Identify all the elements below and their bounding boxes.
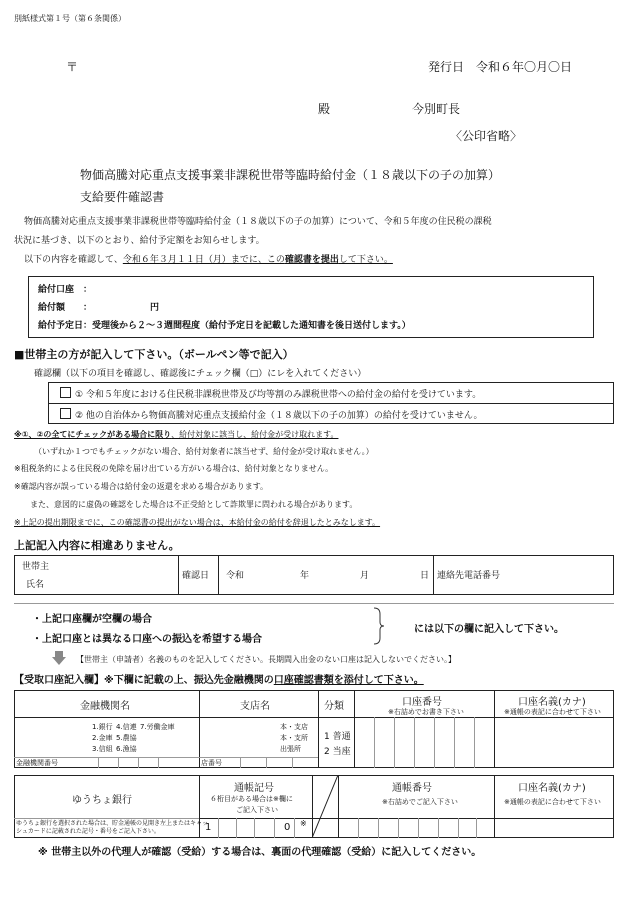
account-type-current[interactable]: 2 当座 bbox=[324, 747, 351, 757]
checkbox-1[interactable] bbox=[60, 387, 71, 398]
branch-type-office: 本・支所 bbox=[280, 734, 308, 742]
down-arrow-icon bbox=[52, 651, 66, 665]
intro-para1-line1: 物価高騰対応重点支援事業非課税世帯等臨時給付金（１８歳以下の子の加算）について、令和５年度の住民税の課税 bbox=[24, 217, 492, 227]
payment-amount-label: 給付額 ： bbox=[38, 303, 93, 313]
phone-label: 連絡先電話番号 bbox=[437, 571, 501, 581]
receiving-account-text: ※下欄に記載の上、振込先金融機関の bbox=[104, 675, 274, 686]
inst-type-shinkumi: 3.信組 bbox=[92, 745, 113, 753]
branch-name-input[interactable] bbox=[204, 722, 276, 754]
yucho-symbol-asterisk: ※ bbox=[300, 819, 307, 828]
proxy-note: ※ 世帯主以外の代理人が確認（受給）する場合は、裏面の代理確認（受給）に記入してください。 bbox=[38, 847, 482, 858]
yucho-symbol-last-digit: 0 bbox=[284, 822, 291, 833]
account-change-instruction: には以下の欄に記入して下さい。 bbox=[414, 624, 564, 635]
yucho-slash bbox=[312, 775, 338, 838]
intro-para2 bbox=[24, 252, 393, 265]
era-label: 令和 bbox=[226, 571, 245, 581]
postal-mark: 〒 bbox=[66, 60, 79, 74]
issuer: 今別町長 bbox=[412, 102, 461, 116]
inst-type-shinren: 4.信連 bbox=[116, 723, 137, 731]
form-number: 別紙様式第１号（第６条関係） bbox=[14, 14, 126, 23]
payment-schedule: 給付予定日：受理後から２〜３週間程度（給付予定日を記載した通知書を後日送付します。） bbox=[38, 321, 411, 331]
account-case-1: ・上記口座欄が空欄の場合 bbox=[32, 614, 152, 625]
householder-label-1: 世帯主 bbox=[22, 562, 50, 572]
month-label: 月 bbox=[360, 571, 370, 581]
check-item-1[interactable] bbox=[60, 387, 481, 400]
issue-date: 発行日 令和６年〇月〇日 bbox=[428, 60, 573, 74]
intro-submit: 確認書を提出 bbox=[284, 255, 339, 265]
inst-types-col1 bbox=[92, 722, 113, 755]
page-subtitle: 支給要件確認書 bbox=[80, 190, 165, 204]
note-1-rest: 、給付対象に該当し、給付金が受け取れます。 bbox=[171, 430, 339, 439]
branch-header: 支店名 bbox=[240, 701, 270, 712]
inst-type-bank: 1.銀行 bbox=[92, 723, 113, 731]
date-label: 確認日 bbox=[182, 571, 210, 581]
note-1-sub: （いずれか１つでもチェックがない場合、給付対象者に該当せず、給付金が受け取れません。） bbox=[34, 447, 374, 456]
note-2: ※租税条約による住民税の免除を届け出ている方がいる場合は、給付対象となりません。 bbox=[14, 464, 334, 473]
yucho-account-name-input[interactable] bbox=[496, 819, 612, 837]
check-item-2-label: ② 他の自治体から物価高騰対応重点支援給付金（１８歳以下の子の加算）の給付を受けていません。 bbox=[75, 411, 483, 421]
yucho-number-sub: ※右詰めでご記入下さい bbox=[382, 798, 458, 806]
checklist-divider bbox=[48, 403, 614, 404]
note-1-bold: ※①、②の全てにチェックがある場合に限り bbox=[14, 430, 172, 439]
yucho-name-header: 口座名義(カナ) bbox=[518, 783, 586, 794]
account-number-sub: ※右詰めでお書き下さい bbox=[388, 708, 464, 716]
institution-code-label: 金融機関番号 bbox=[16, 759, 58, 767]
householder-name-input[interactable] bbox=[68, 558, 173, 592]
check-item-1-label: ① 令和５年度における住民税非課税世帯及び均等割のみ課税世帯への給付金の給付を受けています。 bbox=[75, 390, 482, 400]
branch-types bbox=[280, 722, 308, 755]
yucho-note-1: ゆうちょ銀行を選択された場合は、貯金通帳の見開き左上またはキャッ bbox=[16, 820, 209, 827]
account-types bbox=[324, 730, 351, 760]
yucho-note bbox=[16, 820, 208, 836]
intro-para1-line2: 状況に基づき、以下のとおり、給付予定額をお知らせします。 bbox=[14, 236, 265, 246]
receiving-account-label: 【受取口座記入欄】 bbox=[14, 675, 104, 686]
institution-name-input[interactable] bbox=[18, 722, 88, 754]
note-5: ※上記の提出期限までに、この確認書の提出がない場合は、本給付金の給付を辞退したとみなします。 bbox=[14, 518, 381, 527]
section-divider bbox=[14, 603, 614, 604]
householder-instruction: 確認欄（以下の項目を確認し、確認後にチェック欄（□）にレを入れてください） bbox=[34, 369, 367, 379]
householder-heading: ■世帯主の方が記入して下さい。（ボールペン等で記入） bbox=[14, 348, 294, 361]
yucho-symbol-sub-2: ご記入下さい bbox=[236, 806, 278, 814]
yucho-note-2: シュカードに記載された記号・番号をご記入下さい。 bbox=[16, 828, 160, 835]
branch-code-label: 店番号 bbox=[201, 759, 222, 767]
yucho-symbol-input[interactable] bbox=[218, 819, 276, 837]
honorific: 殿 bbox=[318, 102, 331, 116]
inst-type-gyokyo: 6.漁協 bbox=[116, 745, 137, 753]
check-item-2[interactable] bbox=[60, 408, 482, 421]
account-case-2: ・上記口座とは異なる口座への振込を希望する場合 bbox=[32, 634, 262, 645]
page-title: 物価高騰対応重点支援事業非課税世帯等臨時給付金（１８歳以下の子の加算） bbox=[80, 168, 501, 182]
account-number-header: 口座番号 bbox=[402, 697, 442, 708]
year-label: 年 bbox=[300, 571, 310, 581]
account-name-input[interactable] bbox=[496, 719, 612, 766]
inst-type-rokin: 7.労働金庫 bbox=[140, 723, 175, 731]
intro-deadline: 令和６年３月１１日（月）までに、この bbox=[122, 255, 285, 265]
receiving-account-section bbox=[14, 671, 424, 686]
inst-types-col3 bbox=[140, 722, 175, 733]
yucho-symbol-header: 通帳記号 bbox=[234, 783, 274, 794]
intro-para2-suffix: して下さい。 bbox=[338, 255, 393, 265]
checkbox-2[interactable] bbox=[60, 408, 71, 419]
type-header: 分類 bbox=[324, 701, 344, 712]
yucho-number-input[interactable] bbox=[340, 819, 492, 837]
note-4: また、意図的に虚偽の確認をした場合は不正受給として詐欺罪に問われる場合があります。 bbox=[30, 500, 358, 509]
inst-type-shinkin: 2.金庫 bbox=[92, 734, 113, 742]
yucho-number-header: 通帳番号 bbox=[392, 783, 432, 794]
note-1 bbox=[14, 429, 338, 440]
householder-label-2: 氏名 bbox=[26, 580, 45, 590]
receiving-account-bold: 口座確認書類を添付して下さい。 bbox=[273, 675, 424, 686]
confirmation-heading: 上記記入内容に相違ありません。 bbox=[14, 539, 180, 552]
seal-omitted: 〈公印省略〉 bbox=[450, 129, 523, 143]
inst-types-col2 bbox=[116, 722, 137, 755]
branch-type-main: 本・支店 bbox=[280, 723, 308, 731]
intro-para2-prefix: 以下の内容を確認して、 bbox=[24, 255, 123, 265]
branch-type-outpost: 出張所 bbox=[280, 745, 301, 753]
account-name-sub: ※通帳の表記に合わせて下さい bbox=[504, 708, 601, 716]
account-name-header: 口座名義(カナ) bbox=[518, 697, 586, 708]
yucho-symbol-first-digit: 1 bbox=[205, 822, 212, 833]
note-3: ※確認内容が誤っている場合は給付金の返還を求める場合があります。 bbox=[14, 482, 269, 491]
account-holder-note: 【世帯主（申請者）名義のものを記入してください。長期間入出金のない口座は記入しないでください。】 bbox=[76, 655, 456, 664]
yucho-symbol-sub-1: ６桁目がある場合は※欄に bbox=[210, 795, 293, 803]
payment-amount-unit: 円 bbox=[150, 303, 160, 313]
day-label: 日 bbox=[420, 571, 430, 581]
phone-input[interactable] bbox=[520, 558, 610, 592]
institution-header: 金融機関名 bbox=[80, 701, 130, 712]
yucho-name-sub: ※通帳の表記に合わせて下さい bbox=[504, 798, 601, 806]
payment-account-label: 給付口座 ： bbox=[38, 285, 93, 295]
brace-icon bbox=[372, 606, 386, 646]
inst-type-nokyo: 5.農協 bbox=[116, 734, 137, 742]
yucho-name: ゆうちょ銀行 bbox=[72, 795, 132, 806]
account-type-ordinary[interactable]: 1 普通 bbox=[324, 732, 351, 742]
account-number-input[interactable] bbox=[356, 719, 492, 766]
